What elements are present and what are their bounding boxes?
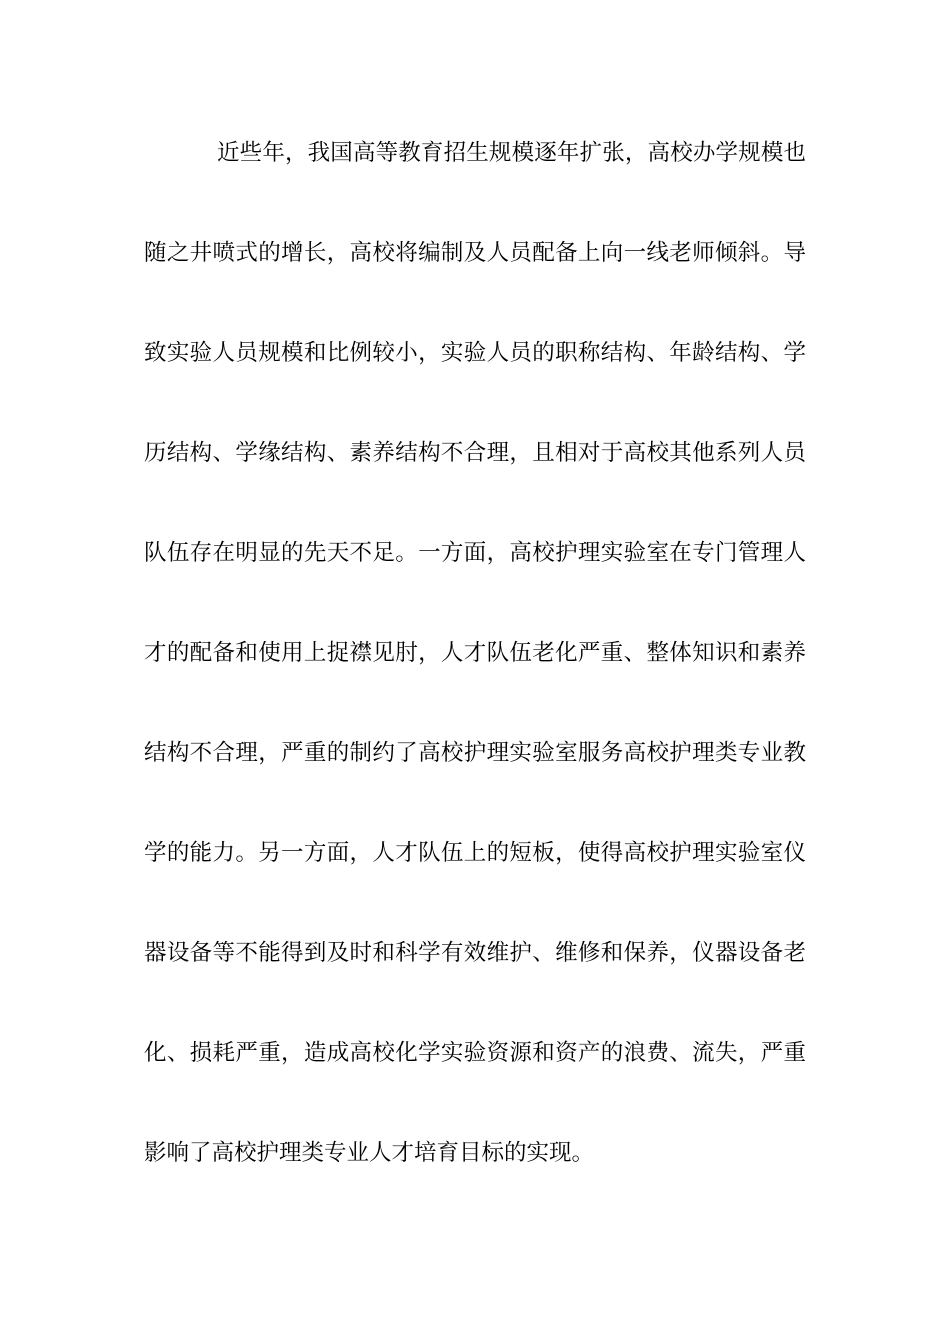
paragraph-line-6: 才的配备和使用上捉襟见肘，人才队伍老化严重、整体知识和素养 — [144, 640, 806, 666]
paragraph-line-9: 器设备等不能得到及时和科学有效维护、维修和保养，仪器设备老 — [144, 940, 806, 966]
paragraph-line-3: 致实验人员规模和比例较小，实验人员的职称结构、年龄结构、学 — [144, 340, 806, 366]
paragraph-line-11: 影响了高校护理类专业人才培育目标的实现。 — [144, 1140, 595, 1166]
paragraph-line-1: 近些年，我国高等教育招生规模逐年扩张，高校办学规模也 — [217, 140, 806, 166]
paragraph-line-2: 随之井喷式的增长，高校将编制及人员配备上向一线老师倾斜。导 — [144, 240, 806, 266]
paragraph-line-10: 化、损耗严重，造成高校化学实验资源和资产的浪费、流失，严重 — [144, 1040, 806, 1066]
paragraph-line-5: 队伍存在明显的先天不足。一方面，高校护理实验室在专门管理人 — [144, 540, 806, 566]
paragraph-line-4: 历结构、学缘结构、素养结构不合理，且相对于高校其他系列人员 — [144, 440, 806, 466]
paragraph-line-8: 学的能力。另一方面，人才队伍上的短板，使得高校护理实验室仪 — [144, 840, 806, 866]
paragraph-line-7: 结构不合理，严重的制约了高校护理实验室服务高校护理类专业教 — [144, 740, 806, 766]
